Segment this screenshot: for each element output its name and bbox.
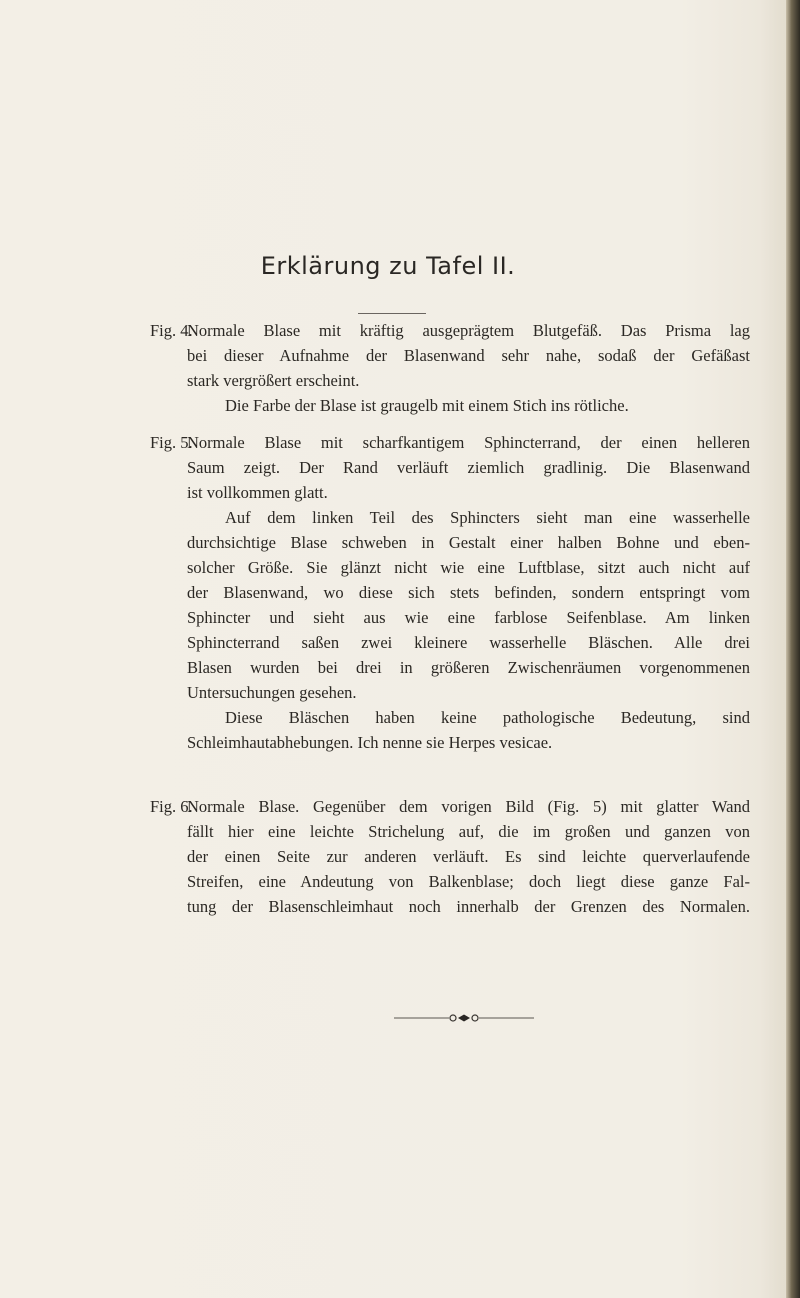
text-line: Auf dem linken Teil des Sphincters sieht man eine wasserhelle bbox=[225, 508, 750, 527]
text-line: stark vergrößert erscheint. bbox=[187, 371, 360, 390]
figure-description bbox=[187, 318, 750, 418]
figure-description bbox=[187, 430, 750, 755]
text-line: Normale Blase. Gegenüber dem vorigen Bild (Fig. 5) mit glatter Wand bbox=[187, 797, 750, 816]
text-line: Saum zeigt. Der Rand verläuft ziemlich gradlinig. Die Blasenwand bbox=[187, 458, 750, 477]
figure-label: Fig. 5. bbox=[150, 433, 193, 452]
text-line: bei dieser Aufnahme der Blasenwand sehr nahe, sodaß der Gefäßast bbox=[187, 346, 750, 365]
text-line: Normale Blase mit scharfkantigem Sphincterrand, der einen helleren bbox=[187, 433, 750, 452]
text-line: der einen Seite zur anderen verläuft. Es sind leichte querverlaufende bbox=[187, 847, 750, 866]
text-line: Sphincter und sieht aus wie eine farblose Seifenblase. Am linken bbox=[187, 608, 750, 627]
text-line: fällt hier eine leichte Strichelung auf, die im großen und ganzen von bbox=[187, 822, 750, 841]
figure-label: Fig. 6. bbox=[150, 797, 193, 816]
text-line: Diese Bläschen haben keine pathologische Bedeutung, sind bbox=[225, 708, 750, 727]
text-line: der Blasenwand, wo diese sich stets befinden, sondern entspringt vom bbox=[187, 583, 750, 602]
text-line: Die Farbe der Blase ist graugelb mit einem Stich ins rötliche. bbox=[225, 396, 629, 415]
text-line: durchsichtige Blase schweben in Gestalt einer halben Bohne und eben- bbox=[187, 533, 750, 552]
text-line: tung der Blasenschleimhaut noch innerhalb der Grenzen des Normalen. bbox=[187, 897, 750, 916]
page-title: Erklärung zu Tafel II. bbox=[260, 252, 516, 280]
text-line: solcher Größe. Sie glänzt nicht wie eine Luftblase, sitzt auch nicht auf bbox=[187, 558, 750, 577]
closing-ornament-icon bbox=[394, 1012, 534, 1024]
figure-description bbox=[187, 794, 750, 919]
text-line: Sphincterrand saßen zwei kleinere wasserhelle Bläschen. Alle drei bbox=[187, 633, 750, 652]
book-binding-edge bbox=[786, 0, 800, 1298]
text-line: Normale Blase mit kräftig ausgeprägtem Blutgefäß. Das Prisma lag bbox=[187, 321, 750, 340]
text-line: Streifen, eine Andeutung von Balkenblase; doch liegt diese ganze Fal- bbox=[187, 872, 750, 891]
text-line: ist vollkommen glatt. bbox=[187, 483, 328, 502]
text-line: Blasen wurden bei drei in größeren Zwischenräumen vorgenommenen bbox=[187, 658, 750, 677]
figure-label: Fig. 4. bbox=[150, 321, 193, 340]
title-divider bbox=[358, 313, 426, 314]
text-line: Untersuchungen gesehen. bbox=[187, 683, 357, 702]
text-line: Schleimhautabhebungen. Ich nenne sie Herpes vesicae. bbox=[187, 733, 553, 752]
